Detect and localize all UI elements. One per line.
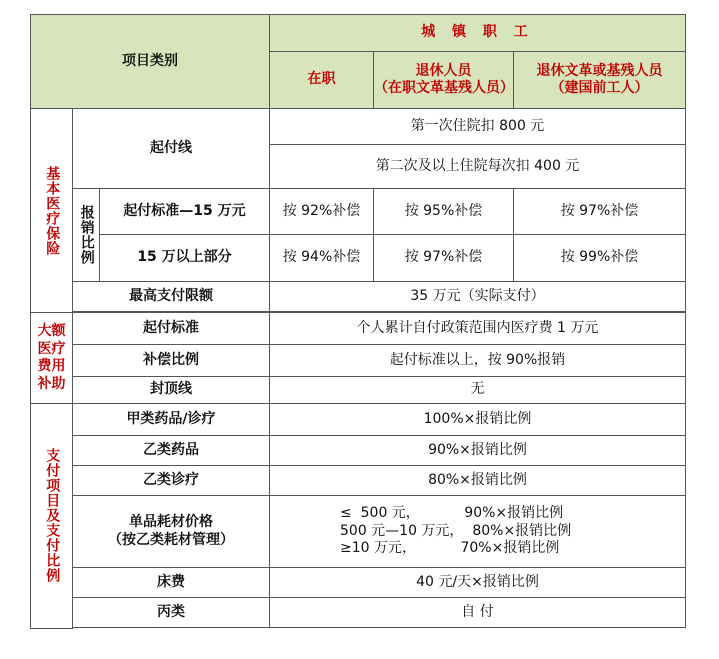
value-tier1-employed: 按 92%补偿 [270, 189, 374, 235]
value-bed-fee: 40 元/天×报销比例 [270, 568, 686, 598]
header-special [514, 52, 686, 109]
header-urban-workers: 城 镇 职 工 [270, 15, 686, 52]
label-deductible: 起付线 [73, 109, 270, 189]
value-deductible-second: 第二次及以上住院每次扣 400 元 [270, 145, 686, 189]
label-tier2: 15 万以上部分 [100, 235, 270, 282]
label-class-b-drugs: 乙类药品 [73, 436, 270, 466]
consumables-label-line1: 单品耗材价格 [129, 514, 213, 530]
value-class-b-drugs: 90%×报销比例 [270, 436, 686, 466]
label-class-b-treatment: 乙类诊疗 [73, 466, 270, 496]
value-tier2-retired: 按 97%补偿 [374, 235, 514, 282]
value-major-cap: 无 [270, 377, 686, 404]
value-tier1-special: 按 97%补偿 [514, 189, 686, 235]
consumables-line3: ≥10 万元， 70%×报销比例 [340, 540, 560, 557]
major-line3: 费用 [37, 358, 66, 374]
label-reimbursement-ratio: 报销比例 [73, 189, 100, 282]
label-consumables [73, 496, 270, 568]
value-deductible-first: 第一次住院扣 800 元 [270, 109, 686, 145]
category-basic-insurance: 基本医疗保险 [31, 109, 73, 313]
header-retired [374, 52, 514, 109]
label-major-start: 起付标准 [73, 313, 270, 345]
value-consumables [270, 496, 686, 568]
header-project-category: 项目类别 [31, 15, 270, 109]
value-major-ratio: 起付标准以上，按 90%报销 [270, 345, 686, 377]
header-retired-line1: 退休人员 [415, 62, 472, 79]
label-tier1: 起付标准—15 万元 [100, 189, 270, 235]
label-bed-fee: 床费 [73, 568, 270, 598]
label-class-a: 甲类药品/诊疗 [73, 404, 270, 436]
label-class-c: 丙类 [73, 598, 270, 628]
consumables-label-line2: （按乙类耗材管理） [108, 531, 234, 548]
header-special-line2: （建国前工人） [550, 80, 649, 96]
major-line2: 医疗 [37, 340, 66, 357]
value-class-b-treatment: 80%×报销比例 [270, 466, 686, 496]
consumables-line2: 500 元—10 万元， 80%×报销比例 [340, 522, 572, 539]
category-payment-items: 支付项目及支付比例 [31, 404, 73, 629]
category-major-subsidy [31, 313, 73, 404]
value-class-c: 自 付 [270, 598, 686, 628]
label-major-cap: 封顶线 [73, 377, 270, 404]
value-tier1-retired: 按 95%补偿 [374, 189, 514, 235]
value-class-a: 100%×报销比例 [270, 404, 686, 436]
header-special-line1: 退休文革或基残人员 [536, 62, 663, 79]
major-line1: 大额 [37, 323, 66, 339]
label-max-payment: 最高支付限额 [73, 282, 270, 312]
medical-insurance-table [30, 14, 686, 629]
header-employed: 在职 [270, 52, 374, 109]
value-major-start: 个人累计自付政策范围内医疗费 1 万元 [270, 313, 686, 345]
value-max-payment: 35 万元（实际支付） [270, 282, 686, 312]
major-line4: 补助 [37, 375, 66, 392]
consumables-line1: ≤ 500 元， 90%×报销比例 [340, 505, 564, 522]
label-major-ratio: 补偿比例 [73, 345, 270, 377]
value-tier2-employed: 按 94%补偿 [270, 235, 374, 282]
header-retired-line2: （在职文革基残人员） [374, 80, 514, 96]
value-tier2-special: 按 99%补偿 [514, 235, 686, 282]
